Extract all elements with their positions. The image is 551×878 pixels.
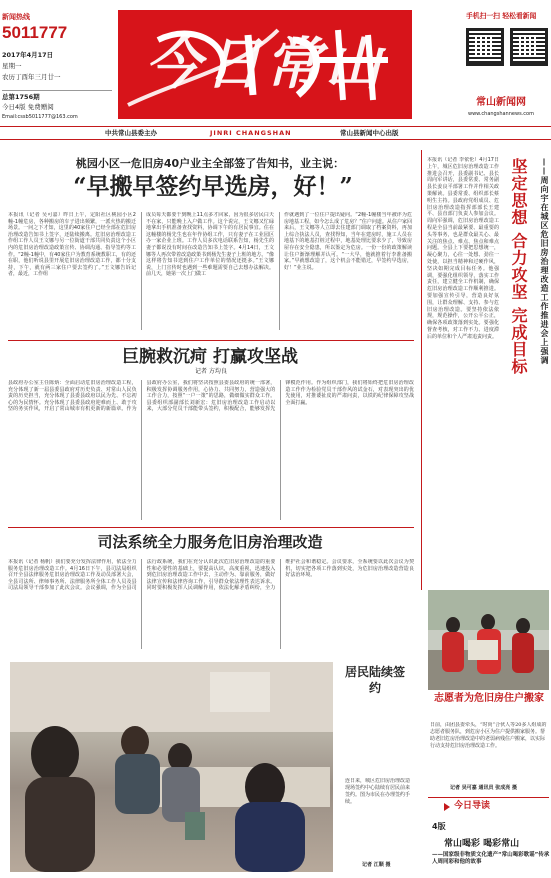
- guide-title: 今日导读: [454, 801, 491, 811]
- section3-text: 本报讯（记者 杨帆）我们要充分发挥法律作用，依法全力服务危旧房治理改造工作。4月16日下午，县司法局组织召开全县法律服务危旧房治理改造工作及动员部署大会，全县司法所、律师事务所、法律服务所全体工作人员及县司法局领导干部参加了此次会议。会议强调，作为全县司法行政系统，我们在充分认识此次危旧房治理改造的重要性和必要性的基础上，要提高认识，高度重视，迅速投入到危旧房治理改造工作中去，主动作为、靠前服务，做好法律宣传和法律咨询工作，引导群众依法理性表达诉求。同时要积极发挥人民调解作用，依法化解矛盾纠纷，全力维护社会和谐稳定。会议要求，全系统要以此次会议为契机，切实把各项工作落到实处，为危旧房治理改造营造良好法治环境。: [8, 559, 414, 592]
- issue-weekday: 星期一: [2, 62, 22, 70]
- section2-headline: 巨腕救沉疴 打赢攻坚战: [122, 347, 298, 367]
- band-center: JINRI CHANGSHAN: [210, 129, 292, 137]
- issue-number-text: 总第1756期: [2, 93, 40, 101]
- issue-number: [2, 90, 112, 91]
- contact-email[interactable]: Email:cssb5011777@163.com: [2, 114, 78, 120]
- signing-photo-scene: [10, 662, 333, 872]
- signing-photo: [10, 662, 333, 872]
- page-count: 今日4版 免费赠阅: [2, 103, 54, 111]
- section3-rule: [8, 527, 414, 528]
- guide-page[interactable]: 4版: [432, 822, 446, 831]
- photo1-caption: 连日来，城区危旧房治理改造现场签约中心陆续有居民前来签约。图为市民在办理签约手续。: [345, 778, 411, 805]
- lead-headline: “早搬早签约早选房，好！”: [73, 173, 353, 200]
- guide-rule: [428, 797, 549, 798]
- hotline-number: 5011777: [2, 23, 68, 42]
- qr-code-left[interactable]: [466, 28, 504, 66]
- section2-text: 县政府办公室主任陈炳：全面启动危旧房治理改造工程，充分体现了新一届县委县政府对历史负责、对常山人民负责的历史担当，充分体现了县委县政府以民为先、不忘初心的为民情怀。充分体现了县委县政府迎难而上、敢于攻坚的务实作风，开启了常山城市有机更新的新篇章。作为县政府办公室，我们将坚决按照县委县政府的统一部署，积极发挥协调服务作用，心协力、共同努力，营造强大的工作合力，按照“一户一策”的思路，做细做实群众工作。县委组织部副部长刘新宏：危旧房治理改造工作启动以来，大部分党员干部能带头签约，积极配合，能够发挥先锋模范作用。作为组织部门，我们将始终把危旧房治理改造工作作为检验党员干部作风的试金石，对表现突出的优先使用，对推诿扯皮的严肃问责，以铁的纪律保障攻坚战全面打赢。: [8, 380, 414, 413]
- scan-label: 手机扫一扫 轻松看新闻: [466, 12, 537, 20]
- sidebar-text: 本报讯（记者 李依伦）4月17日上午，城区危旧房治理改造工作推进会召开，县委副书记、县长周向军讲话，县委常委、常务副县长姜良平部署工作并作相关政策解读。县委常委、组织部长蔡明生主持。县政府党组成员、危旧房治理改造指挥部部长王建平、县直部门负责人参加会议。周向军强调，危旧房治理改造工程是全县当前最紧要、最重要的头等事务，也是群众最关心、最关注的焦点、难点、焦点和难点问题。全县上下要把思想统一，凝心聚力，心往一处想、劲往一处使，以担当精神和过硬作风，坚决如期完成目标任务。他强调，要强化组织领导，落实工作责任，建立健全工作机制，确保危旧房治理改造工作顺利推进。要加强宣传引导，营造良好氛围，让群众理解、支持、参与危旧房治理改造。要坚持依法依规，规范操作，公开公平公正，确保各项政策落到实处。要强化督查考核，对工作不力、进度滞后的单位和个人严肃追责问责。: [427, 157, 499, 340]
- section2-rule: [8, 340, 414, 341]
- section3-headline: 司法系统全力服务危旧房治理改造: [97, 533, 323, 551]
- photo1-credit: 记者 江顺 摄: [362, 862, 391, 868]
- lunar-date: 农历丁酉年三月廿一: [2, 73, 61, 81]
- site-name: 常山新闻网: [476, 97, 526, 108]
- guide-subhead: ——国家级非物质文化遗产“常山喝彩歌谣”传承人周同彩和他的故事: [432, 852, 550, 865]
- section2-byline: 记者 方均良: [195, 368, 227, 375]
- guide-headline[interactable]: 常山喝彩 喝彩常山: [444, 839, 520, 849]
- issue-date: 2017年4月17日: [2, 51, 54, 59]
- sidebar-divider: [421, 150, 422, 590]
- volunteer-photo-scene: [428, 590, 549, 690]
- hotline-label: 新闻热线: [2, 13, 30, 21]
- sidebar-subhead: ——周向宇在城区危旧房治理改造工作推进会上强调: [540, 158, 549, 365]
- lead-kicker: 桃园小区一危旧房40户业主全部签了告知书，业主说：: [75, 157, 345, 170]
- site-url[interactable]: www.changshannews.com: [468, 111, 534, 117]
- photo2-title: 志愿者为危旧房住户搬家: [434, 693, 544, 704]
- logo-text: 今日常山: [145, 31, 385, 97]
- volunteer-photo: [428, 590, 549, 690]
- photo2-caption: 日前，由团县委牵头，“时尚”合伙人等20多人组成的志愿者服务队，到危房小区为住户提供搬家服务。帮助老旧危房治理改造中的老弱病残住户搬家，以实际行动支持危旧房治理改造工作。: [430, 722, 547, 749]
- lead-column-1: 本报讯（记者 吴可嘉）昨日上午，定阳社区桃园小区2幢-1幢危房，各种搬房的车子进出频繁，一派火热的搬迁场景。一问之下才知，这里的40家住户已经全部在危旧房治理改造告知书上签字，还陆续搬离。危旧房治理改造工作组工作人员王文娜与另一位街道干部共同负责这个小区内的危旧房治理改造政策宣传、协调沟通、指导签约等工作。“2幢-1幢中，有40家住户为教育系统教职工，有的还在职，他们听说县里开展危旧房治理改造工作，都十分支持，下午，就有两三家住户要去签约了。”王文娜告诉记者，最近，工作组: [8, 212, 136, 278]
- band-left: 中共常山县委主办: [105, 129, 157, 137]
- guide-arrow-icon: [444, 803, 450, 811]
- photo1-title: 居民陆续签约: [345, 665, 406, 695]
- sidebar-headline: 坚定思想 合力攻坚 完成目标: [509, 158, 528, 376]
- qr-code-right[interactable]: [510, 28, 548, 66]
- masthead-logo: [118, 10, 412, 119]
- band-right: 常山县新闻中心出版: [340, 129, 399, 137]
- lead-column-2: 成员每天都要干到晚上11点多才回家，因为很多居民白天不在家，只能晚上入户做工作。这个说完，王文娜又忙碌地拿出手机准备查找资料，协调下午的有居民事宜。住在这幢楼的杨先生也在年作协组工作，只有妻子在工业园区办一家企业上班。工作人员多次电话联系告知，杨先生的妻子都说没有时间在改造告知书上签字。4月14日，王文娜等人再次带着改造政策书到杨先生妻子上班的地方。“像这样将告知书送到住户工作单位的情况还挺多。”王文娜说，上门宣传时也遇到一些难题需要自己去想办法解决。前几天，她第一次上门做工: [146, 212, 274, 278]
- lead-column-3: 作就遇到了一位住户提出疑问。“2幢-1幢楼当年被评为危房地基工程，如今怎么成了危房？”住户问道。从住户家回来后，王文娜等人立即去住建部门调取了档案资料，再加上综合执法人员，查找得知，当年在建房时，施工人员在地基下的地基打桩过程中，地基处理比要求少了，导致房屋存在安全隐患，所以鉴定为危房。一份一份的政策解读让住户渐渐理解并认可。“一大早，他就推着行李准备搬家。”早就想改造了，这个机会不能错过，早签约早选房，好！”业主说。: [284, 212, 412, 271]
- photo2-credit: 记者 吴可嘉 通讯员 张成亮 摄: [450, 785, 517, 791]
